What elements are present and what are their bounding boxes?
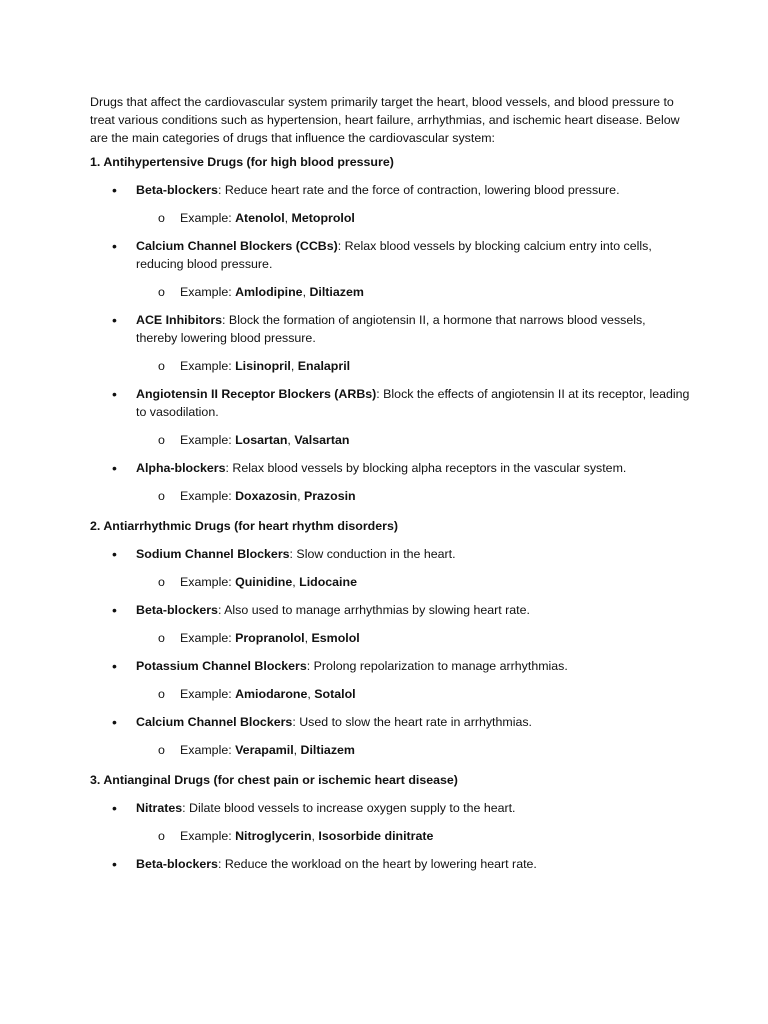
sub-bullet-icon: o	[158, 285, 165, 299]
bullet-icon: •	[112, 546, 117, 562]
drug-name: Enalapril	[297, 359, 351, 373]
list-item	[90, 181, 690, 199]
sub-bullet-icon: o	[158, 489, 165, 503]
drug-name: Valsartan	[294, 433, 350, 447]
example-line	[90, 629, 690, 647]
example-label: Example:	[180, 631, 236, 645]
sub-bullet-icon: o	[158, 433, 165, 447]
drug-name: Lidocaine	[299, 575, 357, 589]
drug-name: Prazosin	[303, 489, 356, 503]
example-separator: ,	[304, 631, 312, 645]
example-separator: ,	[302, 285, 310, 299]
list-item	[90, 545, 690, 563]
drug-name: Sotalol	[314, 687, 356, 701]
example-separator: ,	[287, 433, 295, 447]
example-line	[90, 487, 690, 505]
example-separator: ,	[297, 489, 304, 503]
bullet-icon: •	[112, 800, 117, 816]
drug-name: Esmolol	[311, 631, 360, 645]
item-description: : Relax blood vessels by blocking alpha receptors in the vascular system.	[225, 461, 627, 475]
drug-name: Propranolol	[235, 631, 305, 645]
list-item	[90, 799, 690, 817]
example-label: Example:	[180, 433, 236, 447]
item-description: : Dilate blood vessels to increase oxygen supply to the heart.	[182, 801, 516, 815]
drug-name: Doxazosin	[235, 489, 298, 503]
list-item	[90, 311, 690, 347]
section-1	[90, 153, 690, 505]
example-label: Example:	[180, 575, 236, 589]
item-term: Beta-blockers	[136, 603, 218, 617]
drug-name: Losartan	[235, 433, 288, 447]
bullet-icon: •	[112, 714, 117, 730]
intro-paragraph: Drugs that affect the cardiovascular system primarily target the heart, blood vessels, and blood pressure to treat various conditions such as hypertension, heart failure, arrhythmias, and ischemic heart disease. Below are the main categories of drugs that influence the cardiovascular system:	[90, 95, 680, 145]
item-term: Alpha-blockers	[136, 461, 226, 475]
sub-bullet-icon: o	[158, 743, 165, 757]
list-item	[90, 713, 690, 731]
drug-name: Verapamil	[235, 743, 294, 757]
bullet-icon: •	[112, 182, 117, 198]
example-separator: ,	[311, 829, 319, 843]
example-separator: ,	[307, 687, 315, 701]
item-term: Sodium Channel Blockers	[136, 547, 290, 561]
sub-bullet-icon: o	[158, 687, 165, 701]
item-description: : Slow conduction in the heart.	[289, 547, 456, 561]
item-term: Calcium Channel Blockers	[136, 715, 293, 729]
item-description: : Reduce heart rate and the force of contraction, lowering blood pressure.	[217, 183, 620, 197]
item-description: : Also used to manage arrhythmias by slowing heart rate.	[217, 603, 530, 617]
example-label: Example:	[180, 743, 236, 757]
example-label: Example:	[180, 285, 236, 299]
example-label: Example:	[180, 489, 236, 503]
item-term: ACE Inhibitors	[136, 313, 223, 327]
example-line	[90, 827, 690, 845]
sub-bullet-icon: o	[158, 631, 165, 645]
example-label: Example:	[180, 211, 236, 225]
bullet-icon: •	[112, 602, 117, 618]
drug-name: Nitroglycerin	[235, 829, 312, 843]
bullet-icon: •	[112, 856, 117, 872]
list-item	[90, 601, 690, 619]
drug-name: Amiodarone	[235, 687, 308, 701]
section-heading: 1. Antihypertensive Drugs (for high blood pressure)	[90, 155, 394, 169]
list-item	[90, 385, 690, 421]
section-heading: 2. Antiarrhythmic Drugs (for heart rhythm disorders)	[90, 519, 398, 533]
drug-name: Diltiazem	[309, 285, 364, 299]
item-description: : Prolong repolarization to manage arrhythmias.	[306, 659, 568, 673]
sub-bullet-icon: o	[158, 211, 165, 225]
bullet-icon: •	[112, 386, 117, 402]
item-description: : Used to slow the heart rate in arrhythmias.	[292, 715, 532, 729]
item-description: : Block the formation of angiotensin II, a hormone that narrows blood vessels, thereby lowering blood pressure.	[136, 313, 646, 345]
sub-bullet-icon: o	[158, 829, 165, 843]
list-item	[90, 237, 690, 273]
example-separator: ,	[293, 743, 301, 757]
drug-name: Metoprolol	[291, 211, 355, 225]
sections-container	[90, 153, 690, 873]
example-label: Example:	[180, 829, 236, 843]
example-line	[90, 209, 690, 227]
item-term: Nitrates	[136, 801, 183, 815]
drug-name: Atenolol	[235, 211, 285, 225]
example-label: Example:	[180, 687, 236, 701]
example-separator: ,	[284, 211, 292, 225]
item-description: : Reduce the workload on the heart by lowering heart rate.	[217, 857, 537, 871]
list-item	[90, 855, 690, 873]
item-term: Calcium Channel Blockers (CCBs)	[136, 239, 338, 253]
item-description: : Block the effects of angiotensin II at its receptor, leading to vasodilation.	[136, 387, 690, 419]
example-line	[90, 357, 690, 375]
section-3	[90, 771, 690, 873]
example-label: Example:	[180, 359, 236, 373]
sub-bullet-icon: o	[158, 575, 165, 589]
drug-name: Amlodipine	[235, 285, 303, 299]
bullet-icon: •	[112, 238, 117, 254]
example-line	[90, 573, 690, 591]
list-item	[90, 459, 690, 477]
drug-name: Isosorbide dinitrate	[318, 829, 434, 843]
example-line	[90, 431, 690, 449]
example-separator: ,	[290, 359, 298, 373]
section-2	[90, 517, 690, 759]
item-description: : Relax blood vessels by blocking calcium entry into cells, reducing blood pressure.	[136, 239, 652, 271]
bullet-icon: •	[112, 658, 117, 674]
bullet-icon: •	[112, 460, 117, 476]
example-line	[90, 283, 690, 301]
item-term: Beta-blockers	[136, 857, 218, 871]
document-page	[90, 93, 690, 885]
sub-bullet-icon: o	[158, 359, 165, 373]
section-heading: 3. Antianginal Drugs (for chest pain or ischemic heart disease)	[90, 773, 458, 787]
list-item	[90, 657, 690, 675]
example-line	[90, 685, 690, 703]
drug-name: Quinidine	[235, 575, 293, 589]
example-separator: ,	[292, 575, 300, 589]
item-term: Potassium Channel Blockers	[136, 659, 307, 673]
example-line	[90, 741, 690, 759]
item-term: Angiotensin II Receptor Blockers (ARBs)	[136, 387, 377, 401]
drug-name: Lisinopril	[235, 359, 291, 373]
item-term: Beta-blockers	[136, 183, 218, 197]
drug-name: Diltiazem	[300, 743, 355, 757]
bullet-icon: •	[112, 312, 117, 328]
